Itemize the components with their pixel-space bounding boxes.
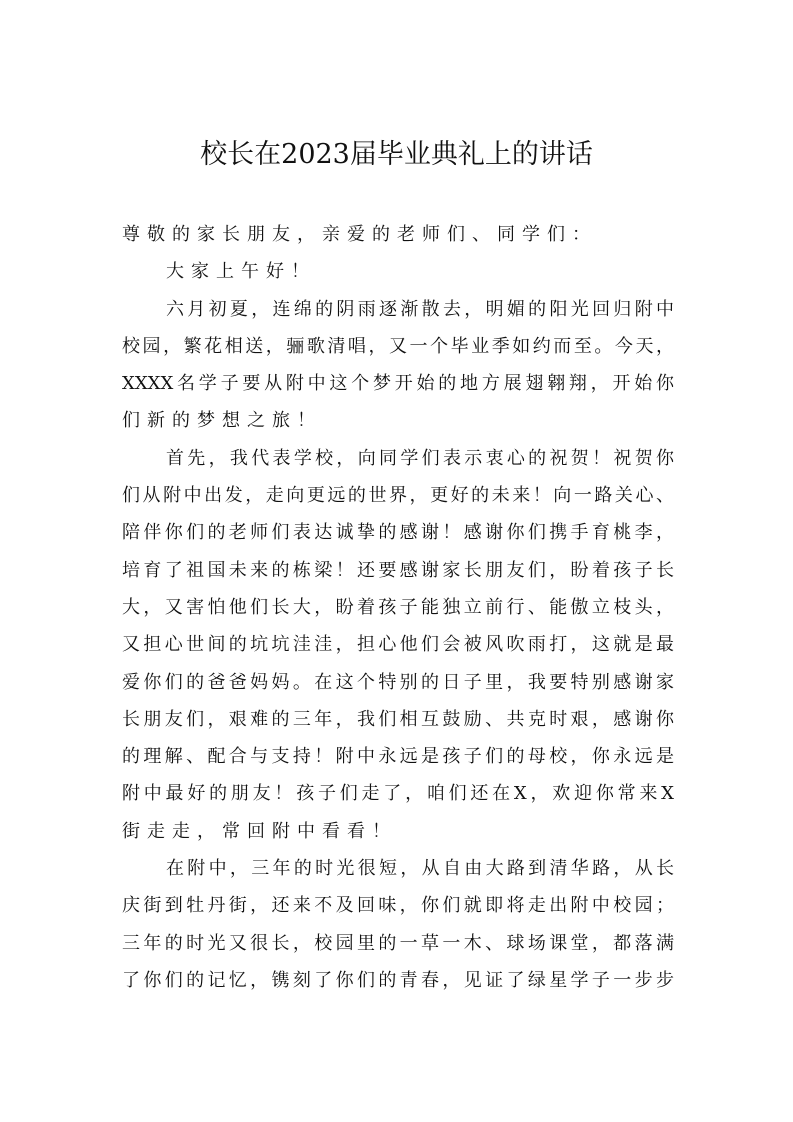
text-line: 六月初夏，连绵的阴雨逐渐散去，明媚的阳光回归附中	[166, 298, 674, 320]
text-line: 们新的梦想之旅！	[122, 410, 322, 432]
text-line: 的理解、配合与支持！附中永远是孩子们的母校，你永远是	[122, 746, 674, 768]
paragraph	[122, 850, 674, 999]
paragraph	[122, 253, 674, 290]
text-line: 首先，我代表学校，向同学们表示衷心的祝贺！祝贺你	[166, 447, 674, 469]
text-line: 校园，繁花相送，骊歌清唱，又一个毕业季如约而至。今天，	[122, 335, 674, 357]
text-line: 了你们的记忆，镌刻了你们的青春，见证了绿星学子一步步	[122, 969, 674, 991]
text-line: 附中最好的朋友！孩子们走了，咱们还在X，欢迎你常来X	[122, 783, 674, 805]
text-line: 尊敬的家长朋友，亲爱的老师们、同学们：	[122, 224, 597, 245]
text-line: 陪伴你们的老师们表达诚挚的感谢！感谢你们携手育桃李，	[122, 522, 674, 544]
paragraph	[122, 440, 674, 850]
text-line: 大家上午好！	[166, 261, 316, 283]
text-line: 培育了祖国未来的栋梁！还要感谢家长朋友们，盼着孩子长	[122, 559, 674, 581]
text-line: 爱你们的爸爸妈妈。在这个特别的日子里，我要特别感谢家	[122, 671, 674, 693]
text-line: 三年的时光又很长，校园里的一草一木、球场课堂，都落满	[122, 932, 674, 954]
paragraph	[122, 216, 674, 253]
text-line: 庆街到牡丹街，还来不及回味，你们就即将走出附中校园；	[122, 895, 674, 917]
document-title: 校长在2023届毕业典礼上的讲话	[200, 139, 593, 170]
text-line: 大，又害怕他们长大，盼着孩子能独立前行、能傲立枝头，	[122, 596, 674, 618]
text-line: 们从附中出发，走向更远的世界，更好的未来！向一路关心、	[122, 485, 674, 507]
text-line: 街走走，常回附中看看！	[122, 820, 397, 842]
paragraph	[122, 291, 674, 440]
text-line: 在附中，三年的时光很短，从自由大路到清华路，从长	[166, 858, 674, 880]
document-body	[122, 216, 674, 999]
text-line: 又担心世间的坑坑洼洼，担心他们会被风吹雨打，这就是最	[122, 634, 674, 656]
text-line: XXXX名学子要从附中这个梦开始的地方展翅翱翔，开始你	[122, 373, 674, 395]
text-line: 长朋友们，艰难的三年，我们相互鼓励、共克时艰，感谢你	[122, 708, 674, 730]
